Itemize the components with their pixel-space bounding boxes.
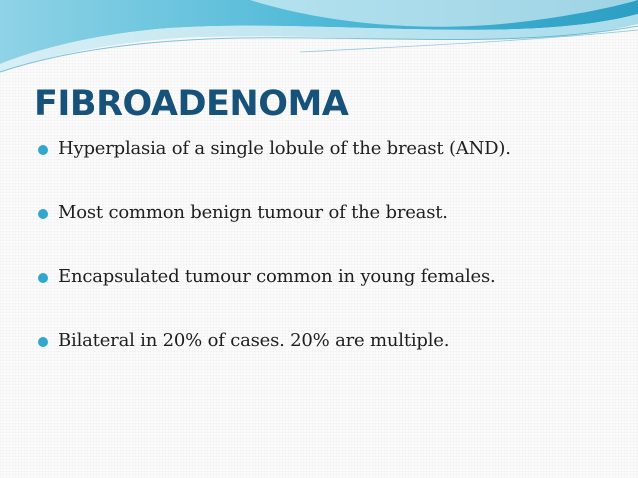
bullet-icon xyxy=(38,209,48,219)
bullet-text: Bilateral in 20% of cases. 20% are multiple. xyxy=(58,330,450,351)
bullet-text: Most common benign tumour of the breast. xyxy=(58,202,448,223)
bullet-text: Hyperplasia of a single lobule of the breast (AND). xyxy=(58,138,511,159)
bullet-text: Encapsulated tumour common in young females. xyxy=(58,266,496,287)
bullet-icon xyxy=(38,337,48,347)
bullet-icon xyxy=(38,273,48,283)
bullet-icon xyxy=(38,145,48,155)
header-swoosh-decoration xyxy=(0,0,638,80)
slide-title: FIBROADENOMA xyxy=(34,84,349,124)
